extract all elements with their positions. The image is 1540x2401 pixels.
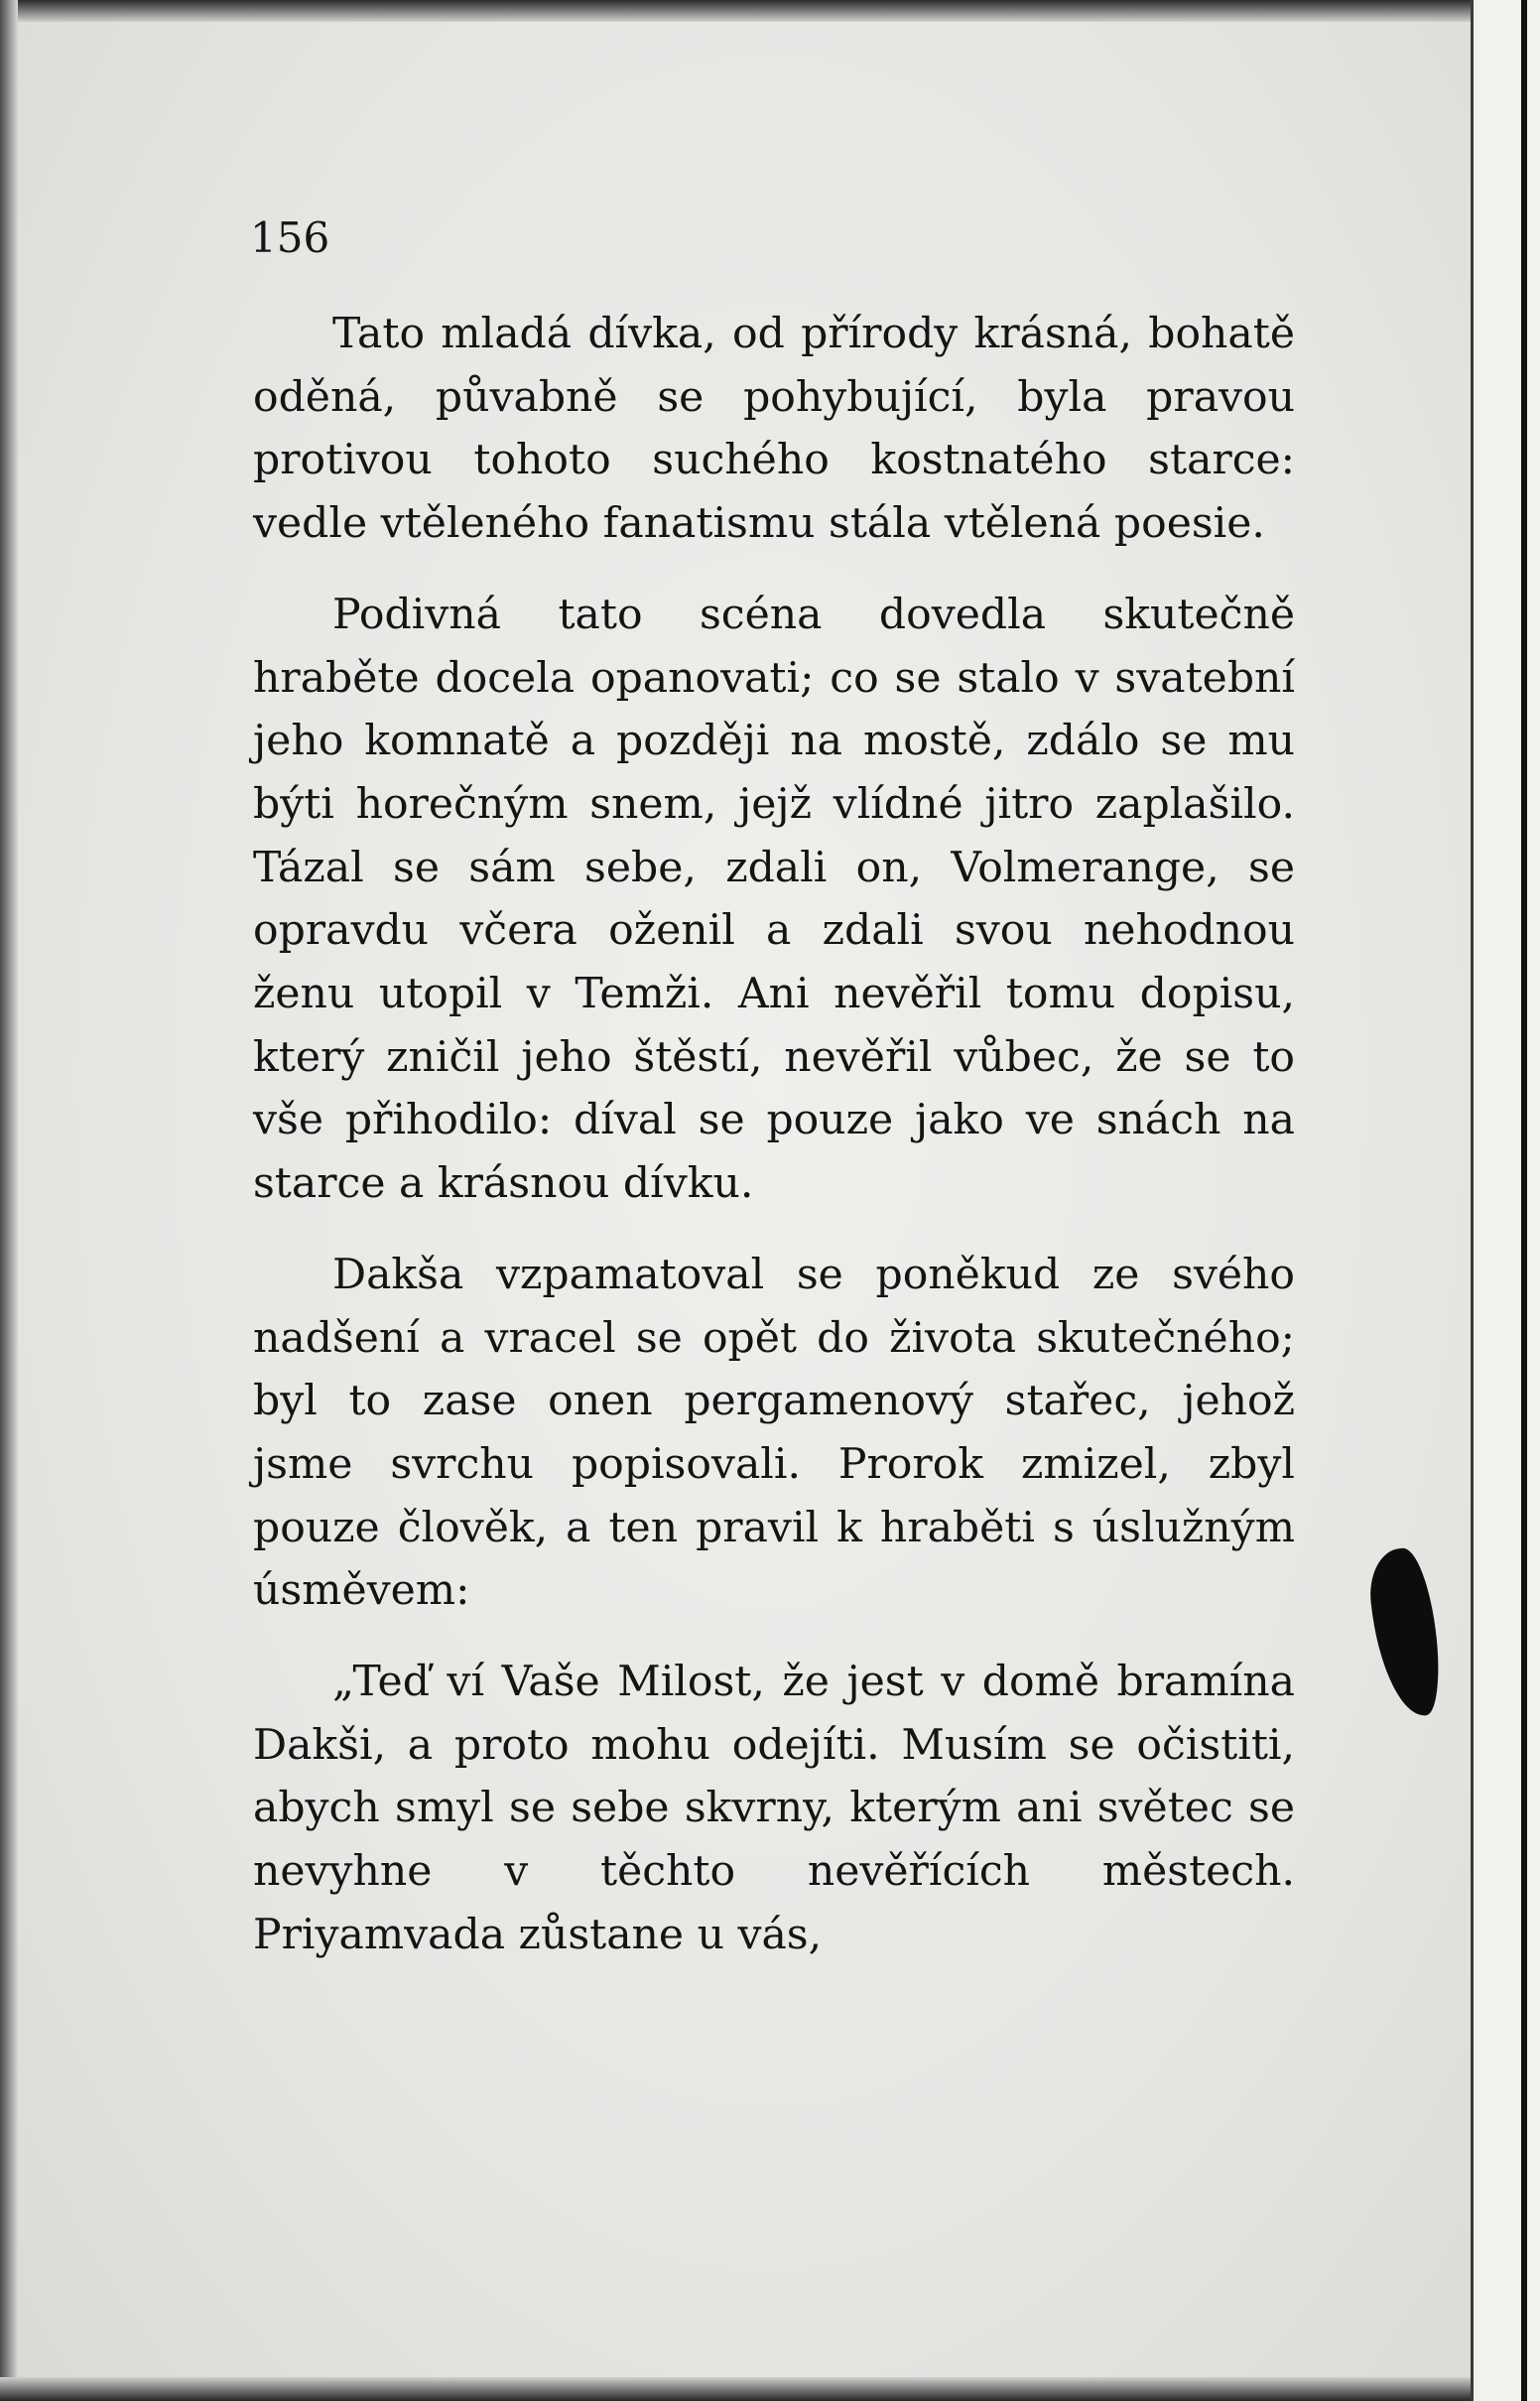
page-number: 156	[250, 213, 330, 262]
paragraph-4: „Teď ví Vaše Milost, že jest v domě bramína Dakši, a proto mohu odejíti. Musím se očistiti, abych smyl se sebe skvrny, kterým ani světec se nevyhne v těchto nevěřících městech. Priyamvada zůstane u vás,	[253, 1658, 1295, 1959]
ink-blot	[1365, 1545, 1444, 1720]
page-top-edge	[0, 0, 1540, 22]
paragraph-1: Tato mladá dívka, od přírody krásná, bohatě oděná, půvabně se pohybující, byla pravou protivou tohoto suchého kostnatého starce: vedle vtěleného fanatismu stála vtělená poesie.	[253, 310, 1295, 549]
page-left-edge	[0, 0, 18, 2401]
body-text	[253, 303, 1295, 1995]
paragraph-2: Podivná tato scéna dovedla skutečně hraběte docela opanovati; co se stalo v svatební jeho komnatě a později na mostě, zdálo se mu býti horečným snem, jejž vlídné jitro zaplašilo. Tázal se sám sebe, zdali on, Volmerange, se opravdu včera oženil a zdali svou nehodnou ženu utopil v Temži. Ani nevěřil tomu dopisu, který zničil jeho štěstí, nevěřil vůbec, že se to vše přihodilo: díval se pouze jako ve snách na starce a krásnou dívku.	[253, 590, 1295, 1209]
book-binding-edge	[1471, 0, 1540, 2401]
page-bottom-edge	[0, 2377, 1540, 2401]
paragraph-3: Dakša vzpamatoval se poněkud ze svého nadšení a vracel se opět do života skutečného; byl to zase onen pergamenový stařec, jehož jsme svrchu popisovali. Prorok zmizel, zbyl pouze člověk, a ten pravil k hraběti s úslužným úsměvem:	[253, 1250, 1295, 1616]
